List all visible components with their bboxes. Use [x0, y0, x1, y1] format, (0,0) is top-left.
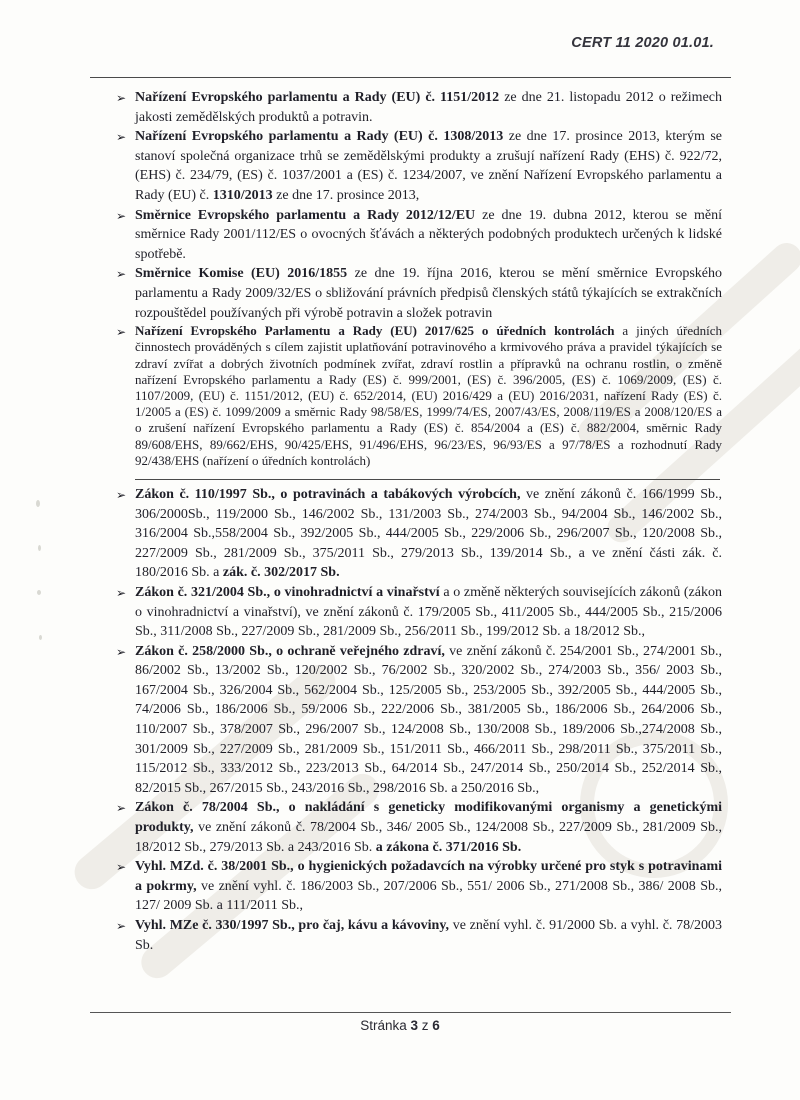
- legislation-item: [116, 264, 723, 323]
- item-text-segment: ve znění vyhl. č. 186/2003 Sb., 207/2006 Sb., 551/ 2006 Sb., 271/2008 Sb., 386/ 2008 Sb., 127/ 2009 Sb. a 111/2011 Sb.,: [135, 878, 722, 914]
- item-text-segment: Zákon č. 110/1997 Sb., o potravinách a tabákových výrobcích,: [135, 486, 521, 502]
- header-rule: [90, 77, 731, 78]
- footer-current-page: 3: [410, 1018, 418, 1033]
- document-code: CERT 11 2020 01.01.: [571, 35, 714, 51]
- bullet-arrow-icon: ➢: [116, 585, 127, 600]
- item-text-segment: Vyhl. MZe č. 330/1997 Sb., pro čaj, kávu a kávoviny,: [135, 918, 450, 934]
- footer-separator: z: [418, 1018, 433, 1033]
- scan-speck: [39, 635, 42, 640]
- item-text-segment: Zákon č. 321/2004 Sb., o vinohradnictví a vinařství: [135, 584, 440, 600]
- item-text-segment: ze dne 19. dubna 2012, kterou se mění směrnice Rady 2001/112/ES o ovocných šťávách a některých podobných produktech určených k lidské spotřebě.: [135, 207, 722, 262]
- item-text-segment: a jiných úředních činnostech prováděných s cílem zajistit uplatňování potravinového a krmivového práva a pravidel týkajících se zdraví zvířat a dobrých životních podmínek zvířat, zdraví rostlin a přípravků na ochranu rostlin, o změně nařízení Evropského parlamentu a Rady (ES) č. 999/2001, (ES) č. 396/2005, (ES) č. 1069/2009, (ES) č. 1107/2009, (EU) č. 1151/2012, (EU) č. 652/2014, (EU) 2016/429 a (EU) 2016/2031, nařízení Rady (ES) č. 1/2005 a (ES) č. 1099/2009 a směrnic Rady 98/58/ES, 1999/74/ES, 2007/43/ES, 2008/119/ES a 2008/120/ES a o zrušení nařízení Evropského parlamentu a Rady (ES) č. 854/2004 a (ES) č. 882/2004, směrnic Rady 89/608/EHS, 89/662/EHS, 90/425/EHS, 91/496/EHS, 96/23/ES, 96/93/ES a 97/78/ES a rozhodnutí Rady 92/438/EHS (nařízení o úředních kontrolách): [135, 323, 722, 468]
- item-text-segment: a zákona č. 371/2016 Sb.: [375, 839, 522, 855]
- bullet-arrow-icon: ➢: [116, 91, 127, 105]
- footer-rule: [90, 1012, 731, 1013]
- item-text-segment: ze dne 19. října 2016, kterou se mění směrnice Evropského parlamentu a Rady 2009/32/ES o sbližování právních předpisů členských států týkajících se extrakčních rozpouštědel používaných při výrobě potravin a složek potravin: [135, 266, 723, 321]
- item-text-segment: a o změně některých souvisejících zákonů (zákon o vinohradnictví a vinařství), ve znění zákonů č. 179/2005 Sb., 411/2005 Sb., 444/2005 Sb., 215/2006 Sb., 311/2008 Sb., 227/2009 Sb., 281/2009 Sb., 256/2011 Sb., 199/2012 Sb. a 18/2012 Sb.,: [135, 584, 722, 640]
- item-text-segment: ve znění vyhl. č. 91/2000 Sb. a vyhl. č. 78/2003 Sb.: [135, 918, 722, 953]
- item-text-segment: Směrnice Komise (EU) 2016/1855: [135, 266, 348, 282]
- section-national-legislation: [116, 485, 723, 955]
- item-text-segment: ve znění zákonů č. 254/2001 Sb., 274/2001 Sb., 86/2002 Sb., 13/2002 Sb., 120/2002 Sb., 76/2002 Sb., 320/2002 Sb., 274/2003 Sb., 356/ 2003 Sb., 167/2004 Sb., 326/2004 Sb., 562/2004 Sb., 125/2005 Sb., 253/2005 Sb., 392/2005 Sb., 444/2005 Sb., 74/2006 Sb., 186/2006 Sb., 59/2006 Sb., 222/2006 Sb., 381/2005 Sb., 186/2006 Sb., 264/2006 Sb., 110/2007 Sb., 378/2007 Sb., 296/2007 Sb., 124/2008 Sb., 130/2008 Sb., 189/2006 Sb.,274/2008 Sb., 301/2009 Sb., 227/2009 Sb., 281/2009 Sb., 151/2011 Sb., 466/2011 Sb., 298/2011 Sb., 375/2011 Sb., 115/2012 Sb., 333/2012 Sb., 223/2013 Sb., 64/2014 Sb., 247/2014 Sb., 250/2014 Sb., 252/2014 Sb., 82/2015 Sb., 267/2015 Sb., 243/2016 Sb., 298/2016 Sb. a 250/2016 Sb.,: [135, 643, 723, 796]
- item-text-segment: ze dne 17. prosince 2013, kterým se stanoví společná organizace trhů se zemědělskými produkty a zrušují nařízení Rady (EHS) č. 922/72, (EHS) č. 234/79, (ES) č. 1037/2001 a (ES) č. 1234/2007, ve znění Nařízení Evropského parlamentu a Rady (EU) č.: [135, 129, 722, 203]
- item-text-segment: Zákon č. 78/2004 Sb., o nakládání s geneticky modifikovanými organismy a genetickými produkty,: [135, 800, 722, 836]
- scan-speck: [36, 500, 40, 507]
- bullet-arrow-icon: ➢: [116, 860, 127, 875]
- scan-speck: [37, 590, 41, 595]
- item-text-segment: Vyhl. MZd. č. 38/2001 Sb., o hygienických požadavcích na výrobky určené pro styk s potravinami a pokrmy,: [135, 859, 722, 894]
- item-text-segment: Nařízení Evropského parlamentu a Rady (EU) č. 1308/2013: [135, 129, 504, 145]
- section-divider: [135, 479, 720, 480]
- bullet-arrow-icon: ➢: [116, 130, 127, 145]
- bullet-arrow-icon: ➢: [116, 325, 127, 340]
- item-text-segment: Nařízení Evropského Parlamentu a Rady (EU) 2017/625 o úředních kontrolách: [135, 323, 615, 339]
- item-text-segment: ze dne 17. prosince 2013,: [272, 187, 420, 203]
- item-text-segment: ze dne 21. listopadu 2012 o režimech jakosti zemědělských produktů a potravin.: [135, 90, 722, 125]
- section-eu-legislation: [116, 88, 723, 469]
- item-text-segment: Zákon č. 258/2000 Sb., o ochraně veřejného zdraví,: [135, 643, 445, 659]
- legislation-item: [116, 88, 722, 127]
- document-body: [116, 88, 723, 955]
- item-text-segment: ve znění zákonů č. 166/1999 Sb., 306/2000Sb., 119/2000 Sb., 146/2002 Sb., 131/2003 Sb., 274/2003 Sb., 94/2004 Sb., 146/2002 Sb., 316/2004 Sb.,558/2004 Sb., 392/2005 Sb., 444/2005 Sb., 229/2006 Sb., 296/2007 Sb., 120/2008 Sb., 227/2009 Sb., 281/2009 Sb., 375/2011 Sb., 279/2013 Sb., 139/2014 Sb., a ve znění části zák. č. 180/2016 Sb. a: [135, 486, 722, 581]
- legislation-item: [116, 323, 722, 469]
- item-text-segment: zák. č. 302/2017 Sb.: [222, 565, 340, 581]
- footer-total-pages: 6: [432, 1018, 440, 1033]
- bullet-arrow-icon: ➢: [116, 267, 127, 282]
- bullet-arrow-icon: ➢: [116, 208, 127, 223]
- item-text-segment: Nařízení Evropského parlamentu a Rady (EU) č. 1151/2012: [135, 90, 500, 105]
- item-text-segment: ve znění zákonů č. 78/2004 Sb., 346/ 2005 Sb., 124/2008 Sb., 227/2009 Sb., 281/2009 Sb., 18/2012 Sb., 279/2013 Sb. a 243/2016 Sb.: [135, 820, 722, 855]
- legislation-item: [116, 798, 722, 857]
- scan-speck: [38, 545, 41, 551]
- page-number-label: [0, 1018, 800, 1033]
- bullet-arrow-icon: ➢: [116, 644, 127, 659]
- legislation-item: [116, 583, 722, 642]
- bullet-arrow-icon: ➢: [116, 919, 127, 934]
- legislation-item: [116, 857, 722, 916]
- footer-prefix: Stránka: [360, 1018, 411, 1033]
- item-text-segment: Směrnice Evropského parlamentu a Rady 2012/12/EU: [135, 207, 476, 223]
- legislation-item: [116, 916, 722, 955]
- bullet-arrow-icon: ➢: [116, 487, 127, 502]
- legislation-item: [116, 642, 723, 799]
- legislation-item: [116, 485, 722, 583]
- bullet-arrow-icon: ➢: [116, 801, 127, 816]
- legislation-item: [116, 206, 722, 265]
- item-text-segment: 1310/2013: [212, 187, 273, 203]
- legislation-item: [116, 127, 722, 205]
